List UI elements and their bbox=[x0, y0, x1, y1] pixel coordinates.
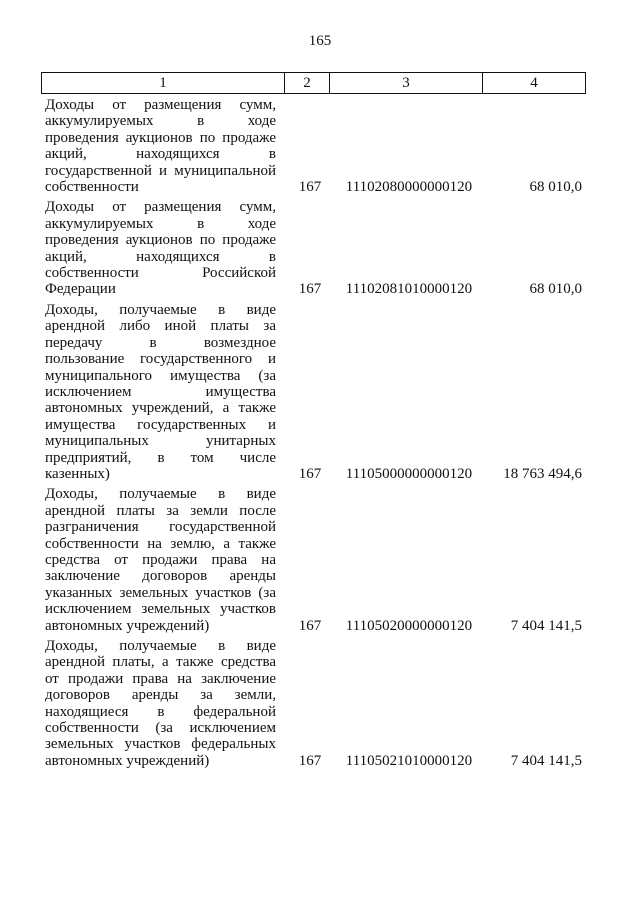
row-name-line: Доходы от размещения сумм, bbox=[45, 199, 276, 216]
row-budget-code: 11102080000000120 bbox=[345, 179, 473, 196]
row-amount: 7 404 141,5 bbox=[510, 617, 582, 634]
row-budget-code: 11102081010000120 bbox=[345, 281, 473, 298]
row-name-line: передачу в возмездное bbox=[45, 334, 276, 351]
row-name-line: собственности Российской bbox=[45, 265, 276, 282]
row-amount: 7 404 141,5 bbox=[510, 752, 582, 769]
row-name-line: акций, находящихся в bbox=[45, 146, 276, 163]
row-budget-code: 11105021010000120 bbox=[345, 752, 473, 769]
row-admin-code: 167 bbox=[298, 179, 322, 196]
table-row bbox=[45, 302, 590, 482]
row-name-line: договоров аренды за земли, bbox=[45, 687, 276, 704]
row-name-line: государственной и муниципальной bbox=[45, 162, 276, 179]
row-name-line: арендной либо иной платы за bbox=[45, 318, 276, 335]
row-name-line: исключением земельных участков bbox=[45, 601, 276, 618]
row-name-line: Федерации bbox=[45, 281, 116, 298]
row-name bbox=[45, 199, 276, 297]
row-name-line: акций, находящихся в bbox=[45, 248, 276, 265]
row-admin-code: 167 bbox=[298, 752, 322, 769]
row-name-line: собственности (за исключением bbox=[45, 720, 276, 737]
row-name-line: средства от продажи права на bbox=[45, 551, 276, 568]
row-name-line: от продажи права на заключение bbox=[45, 670, 276, 687]
row-admin-code: 167 bbox=[298, 617, 322, 634]
row-name-line: проведения аукционов по продаже bbox=[45, 129, 276, 146]
row-name-line: исключением имущества bbox=[45, 383, 276, 400]
row-name-line: автономных учреждений) bbox=[45, 617, 210, 634]
header-col-2: 2 bbox=[284, 73, 329, 93]
table-row bbox=[45, 486, 590, 634]
row-name-line: муниципального имущества (за bbox=[45, 367, 276, 384]
row-amount: 68 010,0 bbox=[529, 281, 582, 298]
row-name-line: собственности bbox=[45, 179, 139, 196]
table-body bbox=[45, 97, 590, 773]
row-name bbox=[45, 302, 276, 482]
row-name-line: аккумулируемых в ходе bbox=[45, 113, 276, 130]
row-name-line: Доходы от размещения сумм, bbox=[45, 97, 276, 113]
row-name-line: Доходы, получаемые в виде bbox=[45, 486, 276, 503]
header-col-1: 1 bbox=[159, 74, 167, 91]
row-name-line: казенных) bbox=[45, 465, 110, 482]
row-name-line: муниципальных унитарных bbox=[45, 433, 276, 450]
row-name-line: находящиеся в федеральной bbox=[45, 703, 276, 720]
row-name-line: разграничения государственной bbox=[45, 519, 276, 536]
row-name-line: автономных учреждений) bbox=[45, 752, 210, 769]
row-budget-code: 11105020000000120 bbox=[345, 617, 473, 634]
row-name bbox=[45, 97, 276, 195]
row-name-line: проведения аукционов по продаже bbox=[45, 232, 276, 249]
row-admin-code: 167 bbox=[298, 281, 322, 298]
row-name-line: предприятий, в том числе bbox=[45, 449, 276, 466]
row-admin-code: 167 bbox=[298, 465, 322, 482]
row-name-line: Доходы, получаемые в виде bbox=[45, 301, 276, 318]
table-row bbox=[45, 199, 590, 297]
row-name bbox=[45, 486, 276, 634]
row-amount: 68 010,0 bbox=[529, 179, 582, 196]
row-name-line: имущества государственных и bbox=[45, 416, 276, 433]
header-col-4: 4 bbox=[482, 73, 585, 93]
row-name bbox=[45, 638, 276, 769]
row-name-line: аккумулируемых в ходе bbox=[45, 215, 276, 232]
row-name-line: указанных земельных участков (за bbox=[45, 584, 276, 601]
row-name-line: арендной платы, а также средства bbox=[45, 654, 276, 671]
row-amount: 18 763 494,6 bbox=[503, 465, 582, 482]
row-budget-code: 11105000000000120 bbox=[345, 465, 473, 482]
page-number: 165 bbox=[308, 33, 332, 49]
header-col-3: 3 bbox=[329, 73, 482, 93]
row-name-line: собственности на землю, а также bbox=[45, 535, 276, 552]
row-name-line: арендной платы за земли после bbox=[45, 502, 276, 519]
table-header bbox=[41, 72, 586, 94]
row-name-line: Доходы, получаемые в виде bbox=[45, 638, 276, 654]
table-row bbox=[45, 638, 590, 769]
row-name-line: заключение договоров аренды bbox=[45, 568, 276, 585]
row-name-line: пользование государственного и bbox=[45, 351, 276, 368]
table-row bbox=[45, 97, 590, 195]
row-name-line: автономных учреждений, а также bbox=[45, 400, 276, 417]
row-name-line: земельных участков федеральных bbox=[45, 736, 276, 753]
